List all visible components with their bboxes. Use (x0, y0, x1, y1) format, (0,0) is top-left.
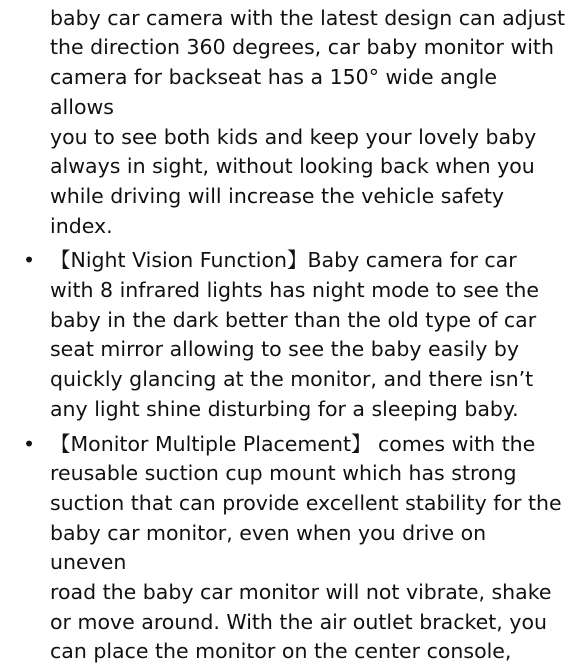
feature-item-monitor-placement (0, 430, 580, 668)
bullet-marker (20, 0, 38, 4)
bullet-marker: • (22, 431, 36, 456)
feature-text: 【Night Vision Function】Baby camera for car with 8 infrared lights has night mode to see the baby in the dark better than the old type of car seat mirror allowing to see the baby easily by quickly glancing at the monitor, and there isn’t any light shine disturbing for a sleeping baby. (50, 248, 540, 421)
feature-text: baby car camera with the latest design can adjust the direction 360 degrees, car baby monitor with camera for backseat has a 150° wide angle allows you to see both kids and keep your lovely baby always in sight, without looking back when you while driving will increase the vehicle safety index. (50, 5, 566, 238)
feature-item-wide-angle-camera (0, 0, 580, 241)
bullet-marker: • (22, 248, 36, 273)
feature-text: 【Monitor Multiple Placement】 comes with the reusable suction cup mount which has strong suction that can provide excellent stability for the baby car monitor, even when you drive on uneven road the baby car monitor will not vibrate, shake or move around. With the air outlet bracket, you can place the monitor on the center console, (50, 431, 562, 664)
feature-item-night-vision (0, 246, 580, 424)
